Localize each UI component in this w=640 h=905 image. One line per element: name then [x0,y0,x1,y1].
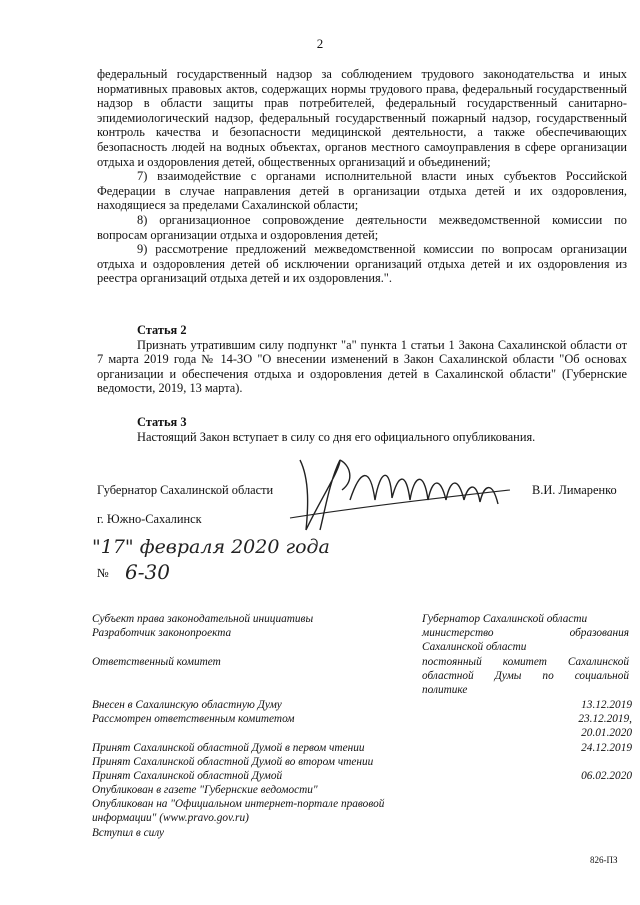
body-paragraph: федеральный государственный надзор за соблюдением трудового законодательства и иных нормативных правовых актов, содержащих нормы трудового права, федеральный государственный надзор в области защиты прав потребителей, федеральный государственный санитарно-эпидемиологический надзор, федеральный государственный пожарный надзор, государственный контроль качества и безопасности медицинской деятельности, а также обеспечивающих безопасность людей на водных объектах, органов местного самоуправления в сфере организации отдыха и оздоровления детей, общественных организаций и объединений; [97,67,627,169]
body-paragraph: 9) рассмотрение предложений межведомственной комиссии по вопросам организации отдыха и оздоровления детей об исключении организаций отдыха детей и их оздоровления из реестра организаций отдыха детей и их оздоровления.". [97,242,627,286]
initiative-value: Губернатор Сахалинской области [422,613,588,625]
introduced-date: 13.12.2019 [581,699,632,711]
reviewed-date: 20.01.2020 [581,727,632,739]
governor-name: В.И. Лимаренко [532,483,617,497]
article-text: Настоящий Закон вступает в силу со дня его официального опубликования. [137,429,536,444]
committee-line: областной Думы по социальной [422,670,629,682]
article-heading: Статья 2 [137,323,187,337]
reviewed-label: Рассмотрен ответственным комитетом [92,713,295,725]
city: г. Южно-Сахалинск [97,512,202,526]
second-reading-label: Принят Сахалинской областной Думой во втором чтении [92,756,374,768]
body-paragraph: 7) взаимодействие с органами исполнительной власти иных субъектов Российской Федерации в случае направления детей в организации отдыха детей и их оздоровления, находящиеся за пределами Сахалинской области; [97,169,627,213]
in-force-label: Вступил в силу [92,827,165,839]
handwritten-date: "17" февраля 2020 года [92,536,330,558]
page-number: 2 [316,36,324,51]
article-text: Признать утратившим силу подпункт "а" пункта 1 статьи 1 Закона Сахалинской области от 7 марта 2019 года № 14-ЗО "О внесении изменений в Закон Сахалинской области "Об основах организации и обеспечения отдыха и оздоровления детей в Сахалинской области" (Губернские ведомости, 2019, 13 марта). [97,337,627,396]
first-reading-date: 24.12.2019 [581,742,632,754]
published-portal-label: Опубликован на "Официальном интернет-портале правовой [92,798,385,810]
handwritten-signature [280,440,520,550]
developer-line: Сахалинской области [422,641,527,653]
handwritten-number: 6-30 [125,560,170,584]
published-gazette-label: Опубликован в газете "Губернские ведомости" [92,784,318,796]
developer-label: Разработчик законопроекта [92,627,232,639]
committee-label: Ответственный комитет [92,656,221,668]
number-label: № [97,566,109,580]
committee-line: постоянный комитет Сахалинской [422,656,629,668]
adopted-date: 06.02.2020 [581,770,632,782]
first-reading-label: Принят Сахалинской областной Думой в первом чтении [92,742,365,754]
introduced-label: Внесен в Сахалинскую областную Думу [92,699,282,711]
article-2 [97,323,627,396]
developer-value [422,626,629,654]
developer-line: министерство образования [422,627,629,639]
published-portal-label: информации" (www.pravo.gov.ru) [92,812,249,824]
initiative-label: Субъект права законодательной инициативы [92,613,314,625]
committee-value [422,655,629,697]
body-paragraph: 8) организационное сопровождение деятельности межведомственной комиссии по вопросам организации отдыха и оздоровления детей; [97,212,627,242]
reviewed-date: 23.12.2019, [578,713,632,725]
adopted-label: Принят Сахалинской областной Думой [92,770,283,782]
committee-line: политике [422,684,468,696]
article-heading: Статья 3 [137,415,187,429]
document-code: 826-ПЗ [590,855,618,865]
governor-label: Губернатор Сахалинской области [97,483,274,497]
law-body-continuation [97,67,627,286]
